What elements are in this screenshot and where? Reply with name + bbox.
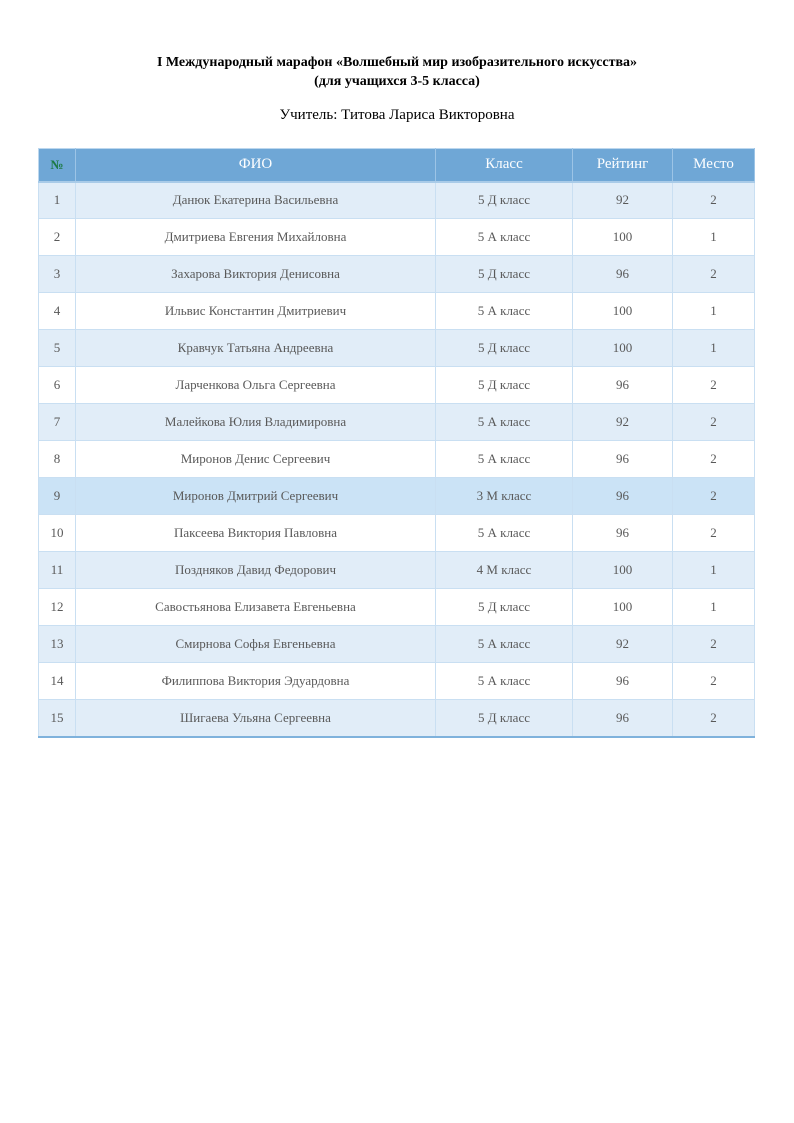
cell-rating: 96	[573, 515, 673, 552]
cell-class: 4 М класс	[436, 552, 573, 589]
cell-number: 11	[39, 552, 76, 589]
cell-number: 5	[39, 330, 76, 367]
cell-class: 5 Д класс	[436, 367, 573, 404]
table-row	[39, 293, 755, 330]
cell-number: 7	[39, 404, 76, 441]
cell-number: 4	[39, 293, 76, 330]
table-row	[39, 552, 755, 589]
cell-name: Савостьянова Елизавета Евгеньевна	[76, 589, 436, 626]
table-row	[39, 182, 755, 219]
table-row	[39, 367, 755, 404]
cell-number: 15	[39, 700, 76, 737]
column-header-number: №	[39, 149, 76, 182]
cell-number: 1	[39, 182, 76, 219]
cell-place: 1	[673, 330, 755, 367]
column-header-class: Класс	[436, 149, 573, 182]
cell-number: 8	[39, 441, 76, 478]
cell-name: Малейкова Юлия Владимировна	[76, 404, 436, 441]
cell-name: Паксеева Виктория Павловна	[76, 515, 436, 552]
cell-rating: 92	[573, 404, 673, 441]
cell-place: 1	[673, 219, 755, 256]
results-table-body	[39, 182, 755, 737]
column-header-rating: Рейтинг	[573, 149, 673, 182]
table-row	[39, 330, 755, 367]
table-row	[39, 515, 755, 552]
cell-place: 2	[673, 441, 755, 478]
cell-rating: 96	[573, 663, 673, 700]
column-header-name: ФИО	[76, 149, 436, 182]
document-title	[0, 53, 794, 91]
cell-class: 3 М класс	[436, 478, 573, 515]
cell-number: 14	[39, 663, 76, 700]
table-row	[39, 700, 755, 737]
cell-rating: 96	[573, 367, 673, 404]
cell-rating: 96	[573, 700, 673, 737]
table-row	[39, 404, 755, 441]
cell-number: 2	[39, 219, 76, 256]
cell-name: Филиппова Виктория Эдуардовна	[76, 663, 436, 700]
cell-place: 2	[673, 478, 755, 515]
cell-rating: 96	[573, 441, 673, 478]
cell-number: 10	[39, 515, 76, 552]
table-row	[39, 441, 755, 478]
cell-place: 2	[673, 256, 755, 293]
title-line-1: I Международный марафон «Волшебный мир изобразительного искусства»	[156, 55, 638, 70]
cell-place: 1	[673, 552, 755, 589]
cell-place: 2	[673, 700, 755, 737]
table-row	[39, 219, 755, 256]
cell-number: 9	[39, 478, 76, 515]
table-row	[39, 589, 755, 626]
cell-name: Данюк Екатерина Васильевна	[76, 182, 436, 219]
cell-class: 5 Д класс	[436, 700, 573, 737]
cell-place: 2	[673, 626, 755, 663]
cell-name: Дмитриева Евгения Михайловна	[76, 219, 436, 256]
results-table	[38, 148, 755, 738]
cell-rating: 100	[573, 552, 673, 589]
cell-class: 5 Д класс	[436, 589, 573, 626]
column-header-place: Место	[673, 149, 755, 182]
cell-rating: 100	[573, 293, 673, 330]
cell-class: 5 А класс	[436, 663, 573, 700]
cell-name: Поздняков Давид Федорович	[76, 552, 436, 589]
cell-number: 13	[39, 626, 76, 663]
cell-place: 1	[673, 589, 755, 626]
table-row	[39, 478, 755, 515]
cell-place: 2	[673, 182, 755, 219]
cell-class: 5 А класс	[436, 441, 573, 478]
header-row	[39, 149, 755, 182]
cell-place: 2	[673, 515, 755, 552]
cell-class: 5 А класс	[436, 293, 573, 330]
title-line-2: (для учащихся 3-5 класса)	[314, 74, 480, 89]
cell-class: 5 Д класс	[436, 256, 573, 293]
cell-rating: 100	[573, 330, 673, 367]
table-row	[39, 663, 755, 700]
cell-number: 3	[39, 256, 76, 293]
cell-place: 2	[673, 367, 755, 404]
cell-rating: 96	[573, 256, 673, 293]
cell-class: 5 А класс	[436, 404, 573, 441]
cell-name: Миронов Денис Сергеевич	[76, 441, 436, 478]
cell-class: 5 А класс	[436, 219, 573, 256]
cell-place: 2	[673, 663, 755, 700]
cell-number: 12	[39, 589, 76, 626]
cell-name: Миронов Дмитрий Сергеевич	[76, 478, 436, 515]
cell-place: 1	[673, 293, 755, 330]
cell-name: Кравчук Татьяна Андреевна	[76, 330, 436, 367]
cell-rating: 100	[573, 589, 673, 626]
cell-rating: 92	[573, 626, 673, 663]
cell-name: Ларченкова Ольга Сергеевна	[76, 367, 436, 404]
table-row	[39, 626, 755, 663]
cell-name: Смирнова Софья Евгеньевна	[76, 626, 436, 663]
cell-number: 6	[39, 367, 76, 404]
cell-class: 5 Д класс	[436, 330, 573, 367]
cell-class: 5 А класс	[436, 515, 573, 552]
table-row	[39, 256, 755, 293]
cell-place: 2	[673, 404, 755, 441]
cell-name: Ильвис Константин Дмитриевич	[76, 293, 436, 330]
cell-rating: 92	[573, 182, 673, 219]
cell-name: Захарова Виктория Денисовна	[76, 256, 436, 293]
cell-rating: 100	[573, 219, 673, 256]
results-table-header	[39, 149, 755, 182]
cell-name: Шигаева Ульяна Сергеевна	[76, 700, 436, 737]
cell-rating: 96	[573, 478, 673, 515]
cell-class: 5 А класс	[436, 626, 573, 663]
cell-class: 5 Д класс	[436, 182, 573, 219]
teacher-line: Учитель: Титова Лариса Викторовна	[279, 107, 515, 123]
